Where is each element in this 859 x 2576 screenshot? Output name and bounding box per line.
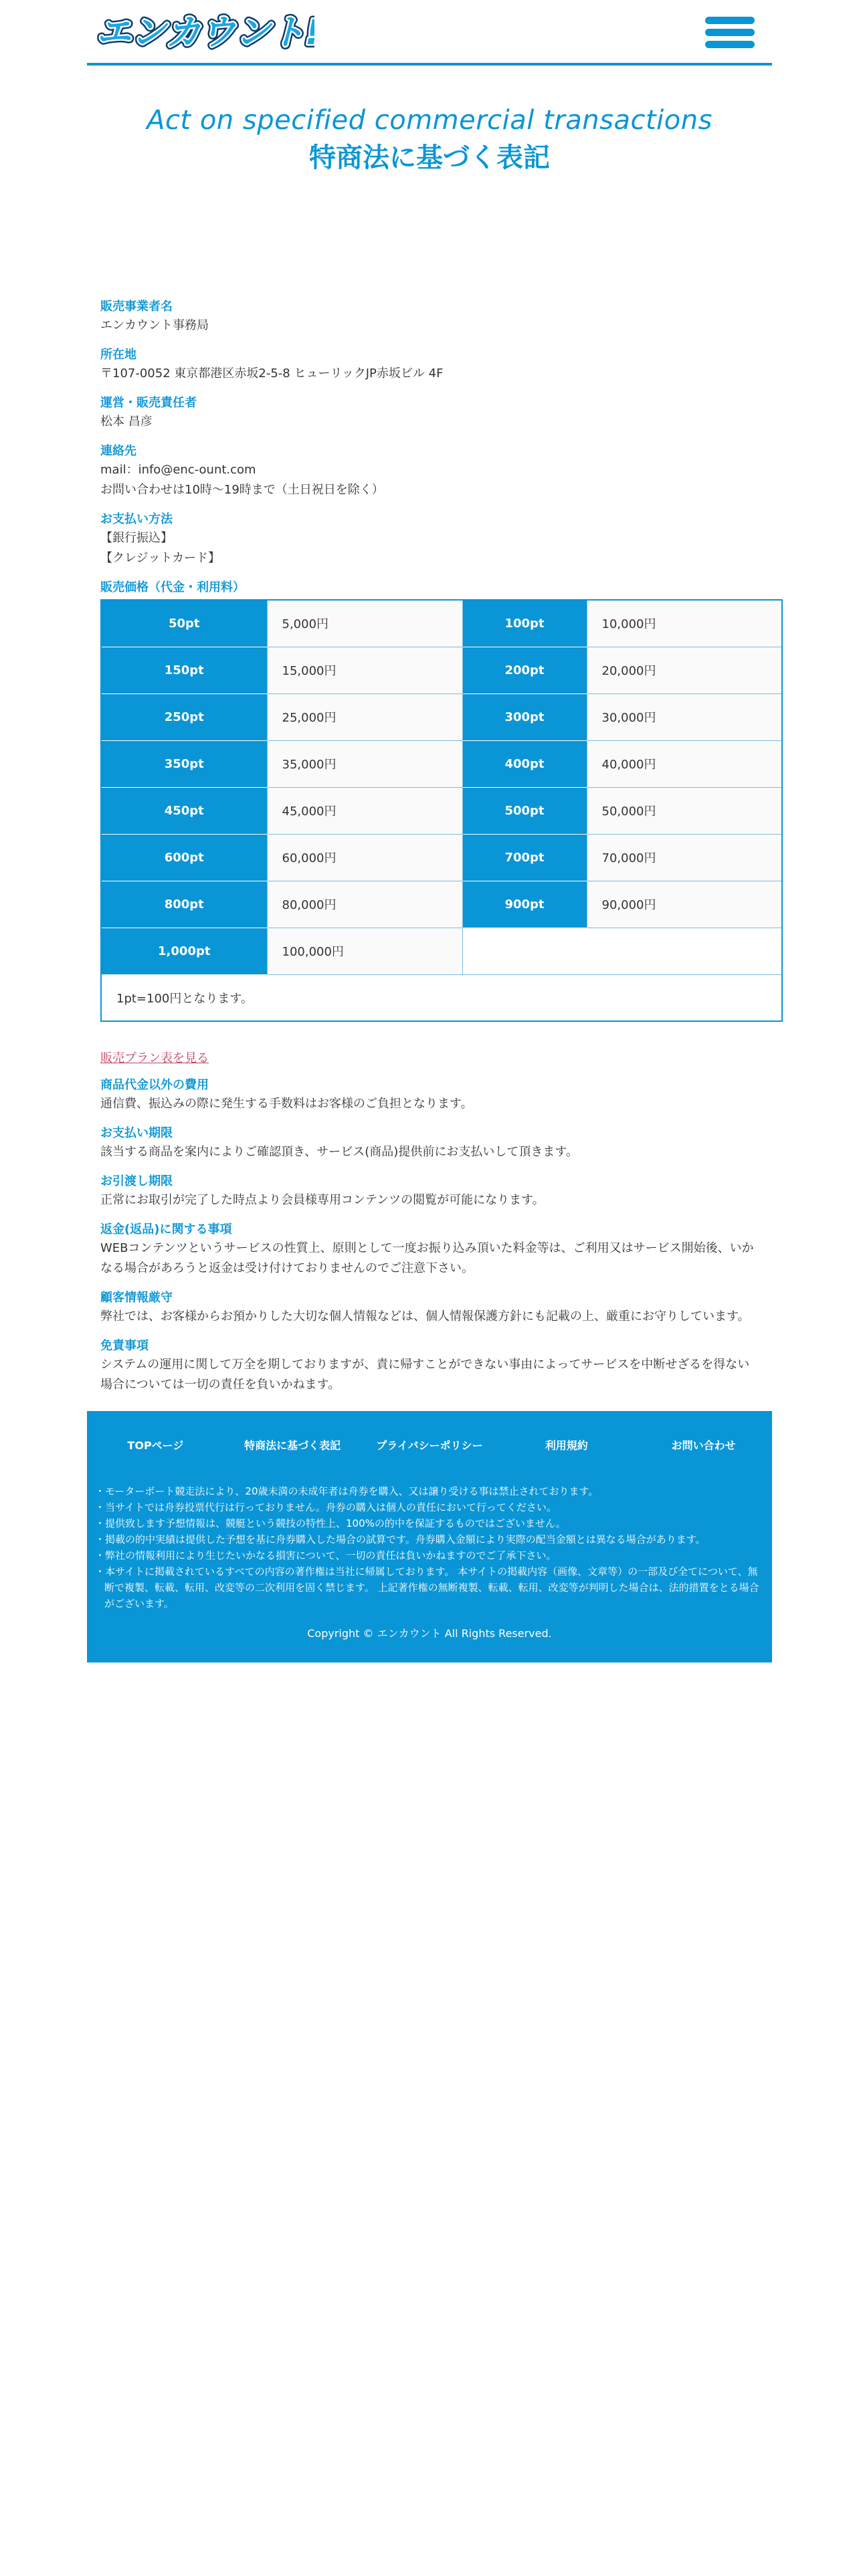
footer-link-contact[interactable]: お問い合わせ — [671, 1438, 736, 1452]
page — [87, 0, 772, 1662]
hamburger-bar — [705, 17, 755, 24]
price-points: 400pt — [462, 740, 587, 787]
price-points: 800pt — [101, 881, 267, 928]
footer-nav — [87, 1434, 772, 1455]
price-yen: 80,000円 — [267, 881, 462, 928]
price-points: 100pt — [462, 600, 587, 647]
hamburger-bar — [705, 41, 755, 48]
table-row — [101, 834, 782, 881]
payment-deadline-text: 該当する商品を案内によりご確認頂き、サービス(商品)提供前にお支払いして頂きます。 — [100, 1145, 578, 1159]
table-row — [101, 600, 782, 647]
payment-deadline-heading: お支払い期限 — [100, 1126, 173, 1140]
page-title-block — [87, 66, 772, 210]
price-points: 600pt — [101, 834, 267, 881]
copyright: Copyright © エンカウント All Rights Reserved. — [307, 1627, 552, 1640]
svg-text:エンカウント!!!!: エンカウント — [96, 13, 306, 53]
hamburger-menu-icon[interactable] — [705, 17, 755, 49]
price-yen: 45,000円 — [267, 787, 462, 834]
price-yen: 30,000円 — [587, 693, 782, 740]
manager-heading: 運営・販売責任者 — [100, 396, 197, 410]
price-yen: 20,000円 — [587, 647, 782, 693]
price-note: 1pt=100円となります。 — [101, 974, 782, 1021]
table-row — [101, 693, 782, 740]
price-yen: 25,000円 — [267, 693, 462, 740]
footer-link-terms[interactable]: 利用規約 — [545, 1438, 588, 1452]
fees-text: 通信費、振込みの際に発生する手数料はお客様のご負担となります。 — [100, 1097, 473, 1111]
delivery-heading: お引渡し期限 — [100, 1174, 173, 1188]
price-yen: 5,000円 — [267, 600, 462, 647]
footer-note: ・弊社の情報利用により生じたいかなる損害について、一切の責任は負いかねますのでご了承下さい。 — [95, 1549, 557, 1562]
contact-hours: お問い合わせは10時〜19時まで（土日祝日を除く） — [100, 483, 384, 497]
privacy-heading: 顧客情報厳守 — [100, 1291, 173, 1305]
price-yen: 50,000円 — [587, 787, 782, 834]
footer-note: ・提供致します予想情報は、競艇という競技の特性上、100%の的中を保証するものではございません。 — [95, 1517, 566, 1529]
price-points: 500pt — [462, 787, 587, 834]
logo-image — [94, 7, 314, 55]
table-note-row — [101, 974, 782, 1021]
price-points: 50pt — [101, 600, 267, 647]
table-row — [101, 928, 782, 974]
payment-heading: お支払い方法 — [100, 512, 173, 526]
price-yen: 40,000円 — [587, 740, 782, 787]
table-row — [101, 647, 782, 693]
seller-value: エンカウント事務局 — [100, 318, 209, 332]
payment-method: 【クレジットカード】 — [100, 551, 221, 565]
page-title: 特商法に基づく表記 — [309, 142, 550, 173]
footer-note: ・本サイトに掲載されているすべての内容の著作権は当社に帰属しております。 本サイトの掲載内容（画像、文章等）の一部及び全てについて、無断で複製、転載、転用、改変等の二次利用を固く禁じます。 上記著作権の無断複製、転載、転用、改変等が判明した場合は、法的措置をとる場合がございます。 — [95, 1566, 759, 1610]
footer-note: ・当サイトでは舟券投票代行は行っておりません。舟券の購入は個人の責任において行ってください。 — [95, 1501, 557, 1513]
svg-text:エンカウント!!!!: エンカウント — [96, 13, 306, 53]
price-heading: 販売価格（代金・利用料） — [100, 580, 245, 595]
price-points: 250pt — [101, 693, 267, 740]
price-points: 900pt — [462, 881, 587, 928]
price-yen: 15,000円 — [267, 647, 462, 693]
delivery-text: 正常にお取引が完了した時点より会員様専用コンテンツの閲覧が可能になります。 — [100, 1193, 545, 1207]
price-yen: 35,000円 — [267, 740, 462, 787]
footer-notes — [87, 1483, 772, 1612]
address-value: 〒107-0052 東京都港区赤坂2-5-8 ヒューリックJP赤坂ビル 4F — [100, 366, 444, 381]
refund-heading: 返金(返品)に関する事項 — [100, 1222, 232, 1237]
table-row — [101, 881, 782, 928]
contact-email: mail：info@enc-ount.com — [100, 463, 256, 477]
payment-method: 【銀行振込】 — [100, 531, 173, 545]
refund-text: WEBコンテンツというサービスの性質上、原則として一度お振り込み頂いた料金等は、ご利用又はサービス開始後、いかなる場合があろうと返金は受け付けておりませんのでご注意下さい。 — [100, 1241, 754, 1275]
contact-heading: 連絡先 — [100, 444, 136, 458]
price-yen: 60,000円 — [267, 834, 462, 881]
table-row — [101, 740, 782, 787]
price-yen: 70,000円 — [587, 834, 782, 881]
price-table — [100, 599, 783, 1022]
footer-note: ・掲載の的中実績は提供した予想を基に舟券購入した場合の試算です。舟券購入金額により実際の配当金額とは異なる場合があります。 — [95, 1533, 706, 1545]
manager-value: 松本 昌彦 — [100, 415, 153, 429]
sales-plan-link[interactable]: 販売プラン表を見る — [100, 1051, 209, 1065]
fees-heading: 商品代金以外の費用 — [100, 1078, 209, 1092]
main-content — [87, 210, 772, 1395]
seller-heading: 販売事業者名 — [100, 300, 173, 314]
disclaimer-text: システムの運用に関して万全を期しておりますが、責に帰すことができない事由によってサービスを中断せざるを得ない場合については一切の責任を負いかねます。 — [100, 1358, 750, 1392]
price-points: 1,000pt — [101, 928, 267, 974]
price-points: 300pt — [462, 693, 587, 740]
table-row — [101, 787, 782, 834]
privacy-text: 弊社では、お客様からお預かりした大切な個人情報などは、個人情報保護方針にも記載の上、厳重にお守りしています。 — [100, 1309, 750, 1323]
price-yen: 100,000円 — [267, 928, 462, 974]
footer-link-top[interactable]: TOPページ — [127, 1438, 184, 1452]
page-title-english: Act on specified commercial transactions — [147, 105, 712, 136]
footer-link-legal[interactable]: 特商法に基づく表記 — [244, 1438, 341, 1452]
price-points: 200pt — [462, 647, 587, 693]
svg-text:エンカウント!!!!: エンカウント — [96, 13, 306, 53]
hamburger-bar — [705, 29, 755, 36]
price-yen: 90,000円 — [587, 881, 782, 928]
price-points: 450pt — [101, 787, 267, 834]
address-heading: 所在地 — [100, 348, 136, 362]
site-footer — [87, 1411, 772, 1662]
disclaimer-heading: 免責事項 — [100, 1339, 149, 1353]
footer-note: ・モーターボート競走法により、20歳未満の未成年者は舟券を購入、又は譲り受ける事は禁止されております。 — [95, 1485, 599, 1497]
price-points: 350pt — [101, 740, 267, 787]
footer-link-privacy[interactable]: プライバシーポリシー — [376, 1438, 483, 1452]
site-header — [87, 0, 772, 66]
price-points: 150pt — [101, 647, 267, 693]
empty-cell — [462, 928, 782, 974]
site-logo[interactable] — [94, 7, 314, 55]
price-yen: 10,000円 — [587, 600, 782, 647]
price-points: 700pt — [462, 834, 587, 881]
